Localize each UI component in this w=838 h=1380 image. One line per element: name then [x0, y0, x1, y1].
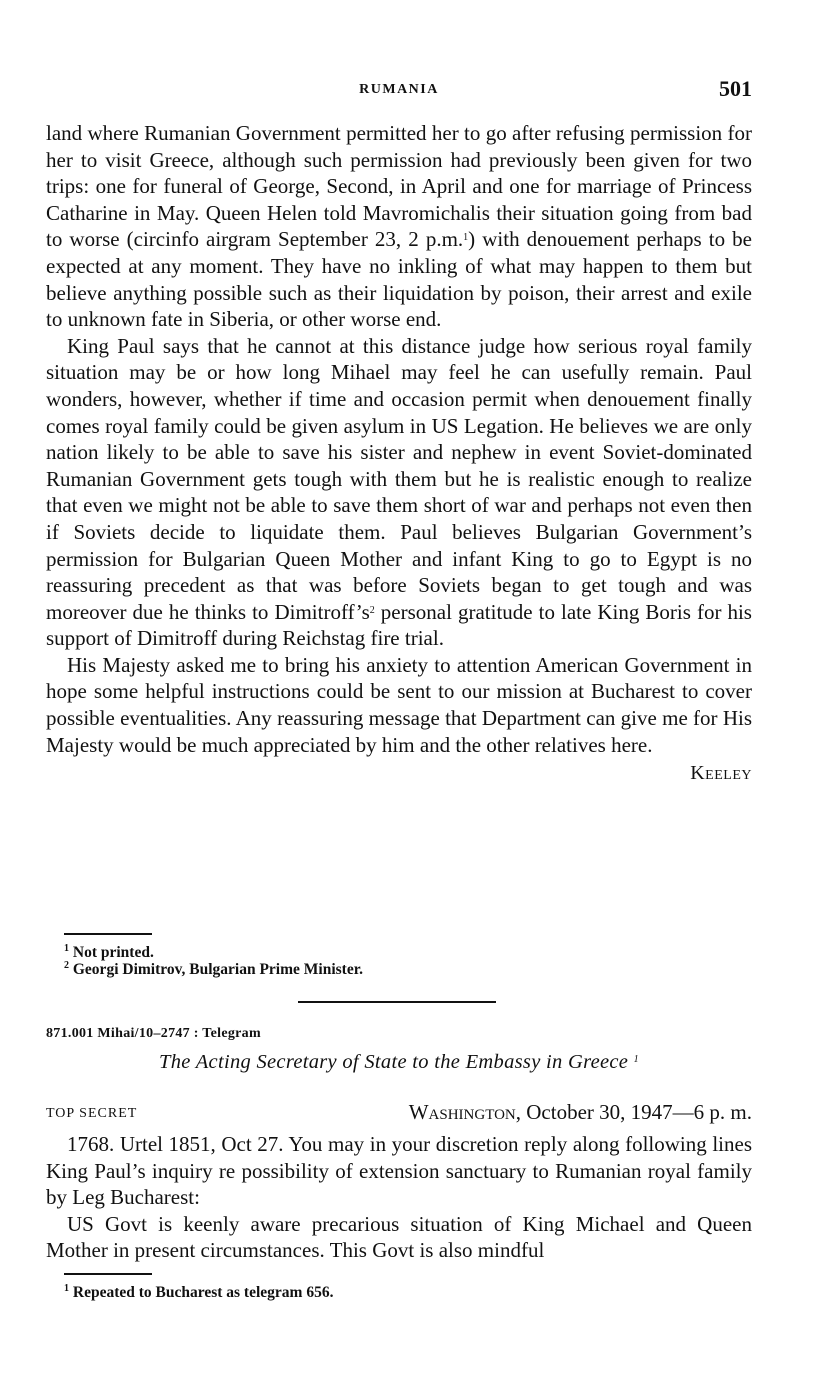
page-number: 501	[719, 76, 752, 101]
place-date	[409, 1100, 752, 1125]
document-title	[46, 1051, 752, 1074]
classification-label: TOP SECRET	[46, 1106, 138, 1121]
paragraph-1-text-a: land where Rumanian Government permitted her to go after refusing permission for her to visit Greece, although such permission had previously been given for two trips: one for funeral of George, Second, in April and one for marriage of Princess Catharine in May. Queen Helen told Mavromichalis their situation going from bad to worse (circinfo airgram September 23, 2 p.m.	[46, 121, 752, 252]
footnote-1	[64, 944, 363, 961]
footnote-2-marker: 2	[64, 960, 69, 971]
footnote-1-marker: 1	[64, 943, 69, 954]
section-divider	[298, 1001, 496, 1003]
dateline	[46, 1100, 752, 1128]
footnotes-block	[64, 944, 363, 978]
telegram-paragraph-1: 1768. Urtel 1851, Oct 27. You may in your discretion reply along following lines King Paul’s inquiry re possibility of extension sanctuary to Rumanian royal family by Leg Bucharest:	[46, 1132, 752, 1210]
footnote-1-text: Not printed.	[72, 944, 154, 961]
document-title-text: The Acting Secretary of State to the Embassy in Greece	[159, 1051, 629, 1073]
paragraph-1-text-b: ) with denouement perhaps to be expected at any moment. They have no inkling of what may happen to them but believe anything possible such as their liquidation by poison, their arrest and exile to unknown fate in Siberia, or other worse end.	[46, 227, 752, 332]
footnote-3-marker: 1	[64, 1283, 69, 1294]
body-text	[46, 120, 752, 787]
running-header	[46, 76, 752, 106]
paragraph-2	[46, 333, 752, 652]
paragraph-2-text-a: King Paul says that he cannot at this distance judge how serious royal family situation may be or how long Mihael may feel he can usefully remain. Paul wonders, however, whether if time and occasion permit when denouement finally comes royal family could be given asylum in US Legation. He believes we are only nation likely to be able to save his sister and nephew in event Soviet-dominated Rumanian Government gets tough with them but he is realistic enough to realize that even we might not be able to save them short of war and perhaps not even then if Soviets decide to liquidate them. Paul believes Bulgarian Government’s permission for Bulgarian Queen Mother and infant King to go to Egypt is no reassuring precedent as that was before Soviets began to get tough and was moreover due he thinks to Dimitroff’s	[46, 333, 752, 624]
paragraph-3: His Majesty asked me to bring his anxiety to attention American Government in hope some helpful instructions could be sent to our mission at Bucharest to cover possible eventualities. Any reassuring message that Department can give me for His Majesty would be much appreciated by him and the other relatives here.	[46, 652, 752, 757]
footnote-ref-2: 2	[369, 604, 375, 616]
telegram-paragraph-2: US Govt is keenly aware precarious situation of King Michael and Queen Mother in present circumstances. This Govt is also mindful	[46, 1211, 752, 1263]
footnote-2	[64, 961, 363, 978]
document-title-marker: 1	[633, 1054, 639, 1065]
footnote-2-text: Georgi Dimitrov, Bulgarian Prime Minister.	[72, 961, 364, 978]
footnote-rule-2	[64, 1273, 152, 1275]
paragraph-2-text-b: personal gratitude to late King Boris for his support of Dimitroff during Reichstag fire trial.	[46, 599, 752, 651]
place: Washington	[408, 1100, 516, 1124]
signature: Keeley	[690, 762, 752, 785]
footnote-ref-1: 1	[463, 232, 469, 244]
paragraph-1	[46, 120, 752, 333]
footnote-3	[64, 1284, 333, 1301]
running-title: RUMANIA	[359, 82, 439, 97]
footnotes-block-2	[64, 1284, 333, 1301]
footnote-3-text: Repeated to Bucharest as telegram 656.	[72, 1284, 334, 1301]
telegram-body	[46, 1131, 752, 1264]
date: , October 30, 1947—6 p. m.	[515, 1100, 752, 1124]
file-reference: 871.001 Mihai/10–2747 : Telegram	[46, 1026, 261, 1041]
footnote-rule	[64, 933, 152, 935]
